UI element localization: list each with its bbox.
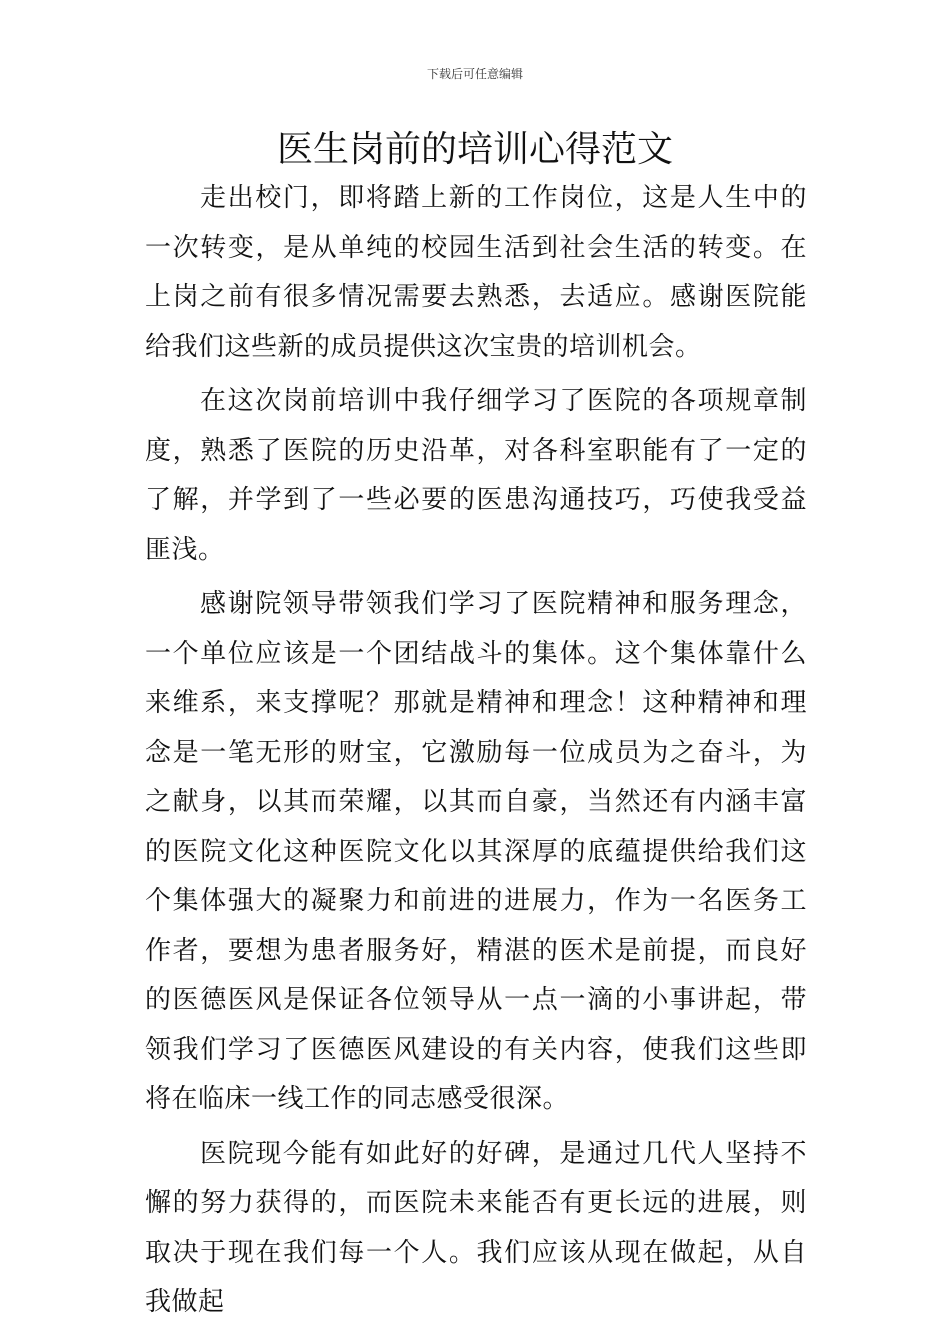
paragraph-1: 走出校门，即将踏上新的工作岗位，这是人生中的一次转变，是从单纯的校园生活到社会生活的转变。在上岗之前有很多情况需要去熟悉，去适应。感谢医院能给我们这些新的成员提供这次宝贵的培训机会。 [145, 183, 807, 362]
document-title: 医生岗前的培训心得范文 [276, 129, 673, 170]
paragraph-4: 医院现今能有如此好的好碑，是通过几代人坚持不懈的努力获得的，而医院未来能否有更长远的进展，则取决于现在我们每一个人。我们应该从现在做起，从自我做起 [145, 1138, 807, 1317]
paragraph-3: 感谢院领导带领我们学习了医院精神和服务理念，一个单位应该是一个团结战斗的集体。这个集体靠什么来维系，来支撑呢？那就是精神和理念！这种精神和理念是一笔无形的财宝，它激励每一位成员为之奋斗，为之献身，以其而荣耀，以其而自豪，当然还有内涵丰富的医院文化这种医院文化以其深厚的底蕴提供给我们这个集体强大的凝聚力和前进的进展力，作为一名医务工作者，要想为患者服务好，精湛的医术是前提，而良好的医德医风是保证各位领导从一点一滴的小事讲起，带领我们学习了医德医风建设的有关内容，使我们这些即将在临床一线工作的同志感受很深。 [145, 589, 807, 1114]
paragraph-2: 在这次岗前培训中我仔细学习了医院的各项规章制度，熟悉了医院的历史沿革，对各科室职能有了一定的了解，并学到了一些必要的医患沟通技巧，巧使我受益匪浅。 [145, 386, 807, 565]
header-note: 下载后可任意编辑 [426, 67, 523, 81]
document-body [145, 174, 807, 1328]
